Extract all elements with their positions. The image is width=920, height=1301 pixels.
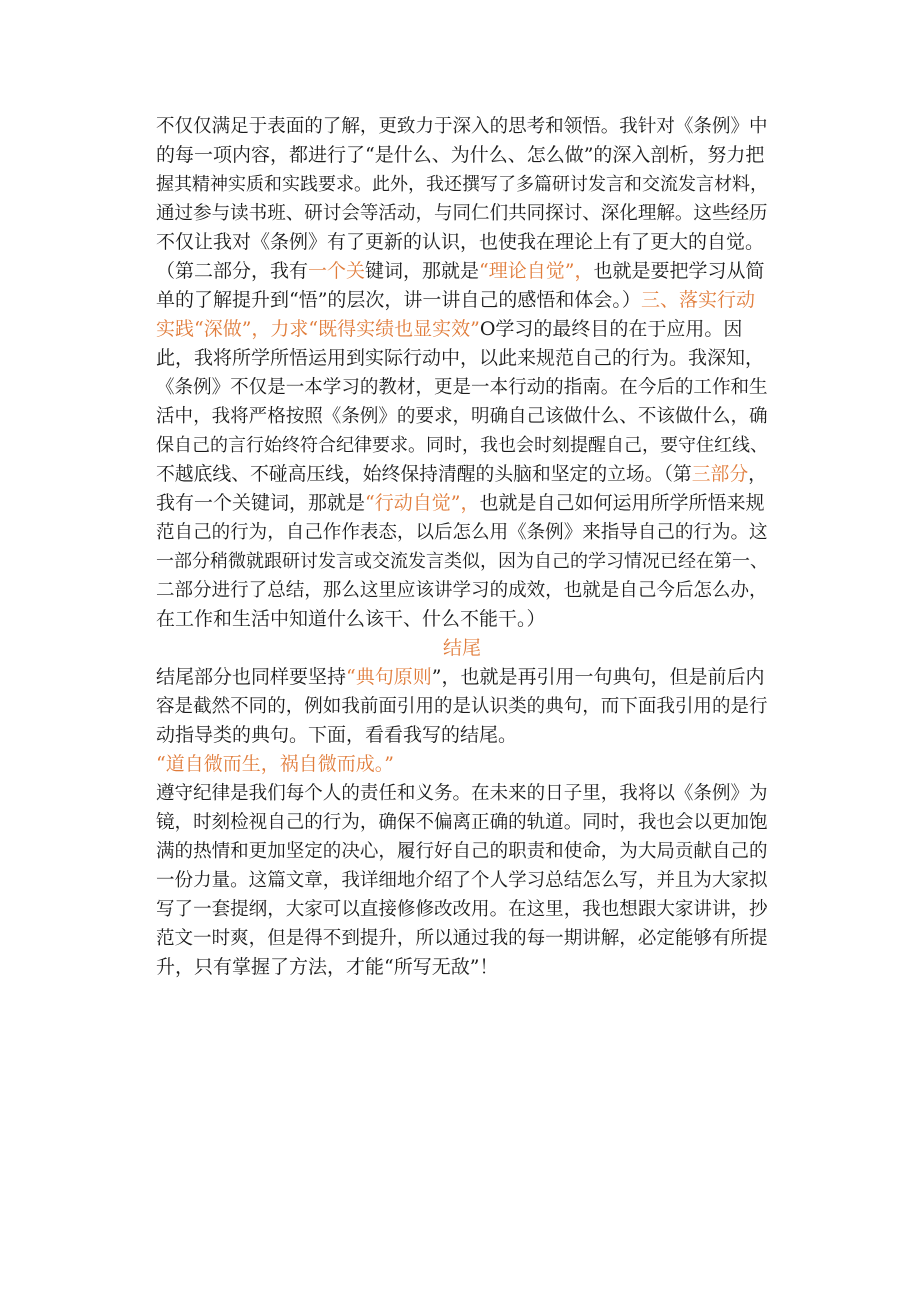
text-line [156,373,768,402]
text-line [156,953,768,982]
text-line [156,663,768,692]
text-run: 二部分进行了总结，那么这里应该讲学习的成效，也就是自己今后怎么办， [156,580,768,601]
highlight-run: 三部分 [691,464,749,485]
text-line [156,402,768,431]
text-line [156,547,768,576]
text-run: 活中，我将严格按照《条例》的要求，明确自己该做什么、不该做什么，确 [156,406,768,427]
text-run: 动指导类的典句。下面，看看我写的结尾。 [156,724,518,746]
keyword-theory-awareness: “理论自觉”， [479,260,594,282]
text-line [156,141,768,170]
text-run: 在工作和生活中知道什么该干、什么不能干。） [156,608,546,630]
text-run: O学习的最终目的在于应用。因 [479,318,743,340]
text-line [156,518,768,547]
text-line [156,431,768,460]
quotation: “道自微而生，祸自微而成。” [156,753,394,775]
text-line [156,315,768,344]
text-run: 我有一个关键词，那就是 [156,492,366,514]
text-run: ， [748,464,767,485]
text-line [156,112,768,141]
text-run: 一份力量。这篇文章，我详细地介绍了个人学习总结怎么写，并且为大家拟 [156,870,768,891]
text-run: 写了一套提纲，大家可以直接修修改改用。在这里，我也想跟大家讲讲，抄 [156,899,768,920]
text-run: 容是截然不同的，例如我前面引用的是认识类的典句，而下面我引用的是行 [156,696,768,717]
document-body [156,112,768,982]
text-line [156,576,768,605]
text-line [156,866,768,895]
section-heading-3-cont: 实践“深做”，力求“既得实绩也显实效” [156,318,480,340]
text-line [156,257,768,286]
text-line [156,286,768,315]
text-run: 此，我将所学所悟运用到实际行动中，以此来规范自己的行为。我深知， [156,347,765,369]
highlight-run: 一个关 [308,260,366,282]
text-run: 遵守纪律是我们每个人的责任和义务。在未来的日子里，我将以《条例》为 [156,783,768,804]
text-line [156,344,768,373]
text-line [156,692,768,721]
text-run: 不仅仅满足于表面的了解，更致力于深入的思考和领悟。我针对《条例》中 [156,116,768,137]
text-run: 范自己的行为，自己作作表态，以后怎么用《条例》来指导自己的行为。这 [156,522,768,543]
text-line [156,199,768,228]
text-run: 的每一项内容，都进行了“是什么、为什么、怎么做”的深入剖析，努力把 [156,144,765,166]
text-line [156,460,768,489]
text-line [156,170,768,199]
text-run: 保自己的言行始终符合纪律要求。同时，我也会时刻提醒自己，要守住红线、 [156,435,768,456]
text-run: 键词，那就是 [365,260,480,282]
text-run: 单的了解提升到“悟”的层次，讲一讲自己的感悟和体会。） [156,289,641,311]
text-run: 不越底线、不碰高压线，始终保持清醒的头脑和坚定的立场。（第 [156,464,692,485]
text-run: 范文一时爽，但是得不到提升，所以通过我的每一期讲解，必定能够有所提 [156,928,768,949]
text-run: ”，也就是再引用一句典句，但是前后内 [431,666,765,688]
text-run: 也就是要把学习从简 [593,260,765,282]
keyword-action-awareness: “行动自觉”， [365,492,480,514]
text-line [156,837,768,866]
text-line [156,895,768,924]
text-run: 也就是自己如何运用所学所悟来规 [479,492,765,514]
text-run: 《条例》不仅是一本学习的教材，更是一本行动的指南。在今后的工作和生 [156,377,768,398]
text-run: 结尾部分也同样要坚持 [156,666,347,688]
text-line [156,489,768,518]
text-run: 不仅让我对《条例》有了更新的认识，也使我在理论上有了更大的自觉。 [156,231,765,253]
quote-line [156,750,768,779]
section-heading-3: 三、落实行动 [640,289,755,311]
text-line [156,924,768,953]
text-line [156,779,768,808]
text-run: 通过参与读书班、研讨会等活动，与同仁们共同探讨、深化理解。这些经历 [156,203,768,224]
text-line [156,605,768,634]
heading-text: 结尾 [442,637,481,659]
text-line [156,721,768,750]
section-heading-ending [156,634,768,663]
text-line [156,228,768,257]
text-run: 升，只有掌握了方法，才能“所写无敌”！ [156,956,499,978]
text-run: （第二部分，我有 [156,260,309,282]
text-run: 一部分稍微就跟研讨发言或交流发言类似，因为自己的学习情况已经在第一、 [156,551,768,572]
text-line [156,808,768,837]
text-run: 镜，时刻检视自己的行为，确保不偏离正确的轨道。同时，我也会以更加饱 [156,812,768,833]
text-run: 满的热情和更加坚定的决心，履行好自己的职责和使命，为大局贡献自己的 [156,841,768,862]
keyword-quote-principle: “典句原则 [346,666,432,688]
text-run: 握其精神实质和实践要求。此外，我还撰写了多篇研讨发言和交流发言材料， [156,174,768,195]
